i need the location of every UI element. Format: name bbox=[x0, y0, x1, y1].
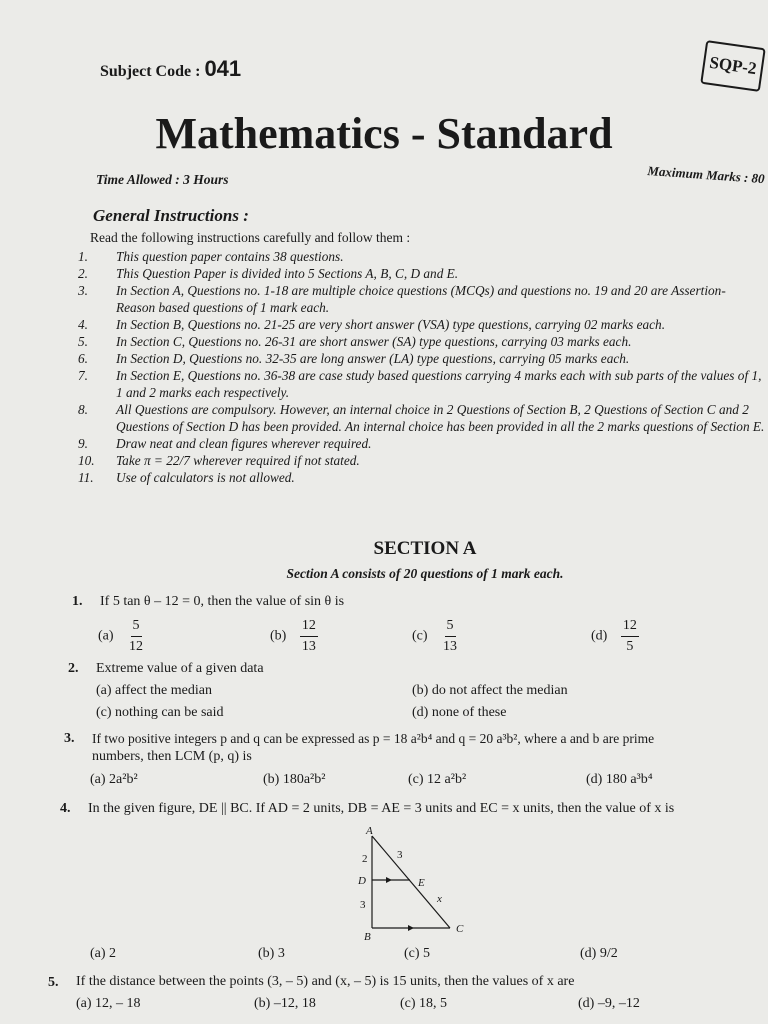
option: (a) 2 bbox=[90, 946, 117, 961]
label-e: E bbox=[418, 877, 425, 889]
question-text: If 5 tan θ – 12 = 0, then the value of sin θ is bbox=[100, 594, 345, 609]
option: (c) 18, 5 bbox=[400, 996, 448, 1011]
instruction-item: 3. In Section A, Questions no. 1-18 are multiple choice questions (MCQs) and questions no. 19 and 20 are Assertion- Reason based questions of 1 mark each. bbox=[78, 283, 726, 315]
question-number: 1. bbox=[72, 594, 83, 609]
option: (a) 12, – 18 bbox=[76, 996, 141, 1011]
subject-code bbox=[100, 56, 241, 82]
label-ad: 2 bbox=[362, 853, 368, 865]
option: (c) $\frac{5}{13}$ bbox=[412, 616, 459, 657]
subject-code-label: Subject Code : bbox=[100, 63, 201, 80]
question-number: 2. bbox=[68, 661, 79, 676]
fraction: $\frac{5}{13}$ bbox=[443, 618, 458, 654]
fraction: $\frac{5}{12}$ bbox=[129, 618, 144, 654]
subject-code-value: 041 bbox=[204, 56, 242, 81]
fraction: $\frac{12}{5}$ bbox=[622, 618, 637, 654]
fraction: $\frac{12}{13}$ bbox=[301, 618, 316, 654]
label-c: C bbox=[456, 923, 464, 935]
label-d: D bbox=[358, 875, 366, 887]
option: (d) 9/2 bbox=[580, 946, 618, 961]
question-number: 3. bbox=[64, 731, 75, 746]
label-db: 3 bbox=[360, 899, 366, 911]
option: (b) 180a²b² bbox=[263, 772, 326, 787]
instruction-item: 10. Take π = 22/7 wherever required if not stated. bbox=[78, 453, 360, 468]
parallel-arrow-de bbox=[386, 877, 392, 883]
label-ae: 3 bbox=[397, 849, 403, 861]
instructions-heading: General Instructions : bbox=[93, 206, 249, 225]
maximum-marks: Maximum Marks : 80 bbox=[646, 163, 766, 187]
option: (d) 180 a³b⁴ bbox=[586, 772, 653, 787]
section-subtitle: Section A consists of 20 questions of 1 mark each. bbox=[286, 566, 564, 581]
option: (d) –9, –12 bbox=[578, 996, 640, 1011]
label-b: B bbox=[364, 931, 371, 942]
option: (b) $\frac{12}{13}$ bbox=[270, 616, 318, 657]
triangle-figure bbox=[340, 824, 470, 942]
question-text: If the distance between the points (3, – 5) and (x, – 5) is 15 units, then the values of x are bbox=[76, 974, 575, 989]
instruction-item: 6. In Section D, Questions no. 32-35 are long answer (LA) type questions, carrying 05 marks each. bbox=[78, 351, 630, 366]
option: (a) 2a²b² bbox=[90, 772, 138, 787]
section-title: SECTION A bbox=[373, 538, 477, 559]
instruction-item: 1. This question paper contains 38 questions. bbox=[78, 249, 344, 264]
option: (b) –12, 18 bbox=[254, 996, 316, 1011]
option: (b) do not affect the median bbox=[412, 683, 568, 698]
time-allowed: Time Allowed : 3 Hours bbox=[96, 172, 229, 187]
instructions-list bbox=[78, 248, 768, 486]
option: (c) 12 a²b² bbox=[408, 772, 467, 787]
instruction-item: 9. Draw neat and clean figures wherever required. bbox=[78, 436, 372, 451]
option: (c) 5 bbox=[404, 946, 431, 961]
sqp-badge: SQP-2 bbox=[700, 40, 766, 92]
option: (d) none of these bbox=[412, 705, 507, 720]
question-text-line2: numbers, then LCM (p, q) is bbox=[92, 749, 252, 764]
option: (c) nothing can be said bbox=[96, 705, 224, 720]
option: (a) affect the median bbox=[96, 683, 212, 698]
question-text: In the given figure, DE || BC. If AD = 2 units, DB = AE = 3 units and EC = x units, then the value of x is bbox=[88, 801, 675, 816]
instruction-item: 11. Use of calculators is not allowed. bbox=[78, 470, 295, 485]
instruction-item: 7. In Section E, Questions no. 36-38 are case study based questions carrying 4 marks each with sub parts of the values of 1, 1 and 2 marks each respectively. bbox=[78, 368, 762, 400]
question-text: If two positive integers p and q can be expressed as p = 18 a²b⁴ and q = 20 a³b², where a and b are prime bbox=[92, 731, 655, 746]
option: (a) $\frac{5}{12}$ bbox=[98, 616, 145, 657]
instruction-item: 5. In Section C, Questions no. 26-31 are short answer (SA) type questions, carrying 03 marks each. bbox=[78, 334, 632, 349]
question-text: Extreme value of a given data bbox=[96, 661, 264, 676]
parallel-arrow-bc bbox=[408, 925, 414, 931]
label-ec: x bbox=[437, 893, 442, 905]
instruction-item: 4. In Section B, Questions no. 21-25 are very short answer (VSA) type questions, carrying 02 marks each. bbox=[78, 317, 666, 332]
instruction-item: 8. All Questions are compulsory. However, an internal choice in 2 Questions of Section B, 2 Questions of Section C and 2 Questions of Section D has been provided. An internal choice has been provided in all the 2 marks questions of Section E. bbox=[78, 402, 765, 434]
option: (d) $\frac{12}{5}$ bbox=[591, 616, 639, 657]
option: (b) 3 bbox=[258, 946, 285, 961]
side-ac bbox=[372, 836, 450, 928]
question-number: 5. bbox=[48, 975, 59, 990]
instructions-intro: Read the following instructions carefully and follow them : bbox=[90, 230, 411, 245]
question-number: 4. bbox=[60, 801, 71, 816]
label-a: A bbox=[366, 825, 373, 837]
instruction-item: 2. This Question Paper is divided into 5 Sections A, B, C, D and E. bbox=[78, 266, 459, 281]
page-title: Mathematics - Standard bbox=[155, 109, 613, 158]
